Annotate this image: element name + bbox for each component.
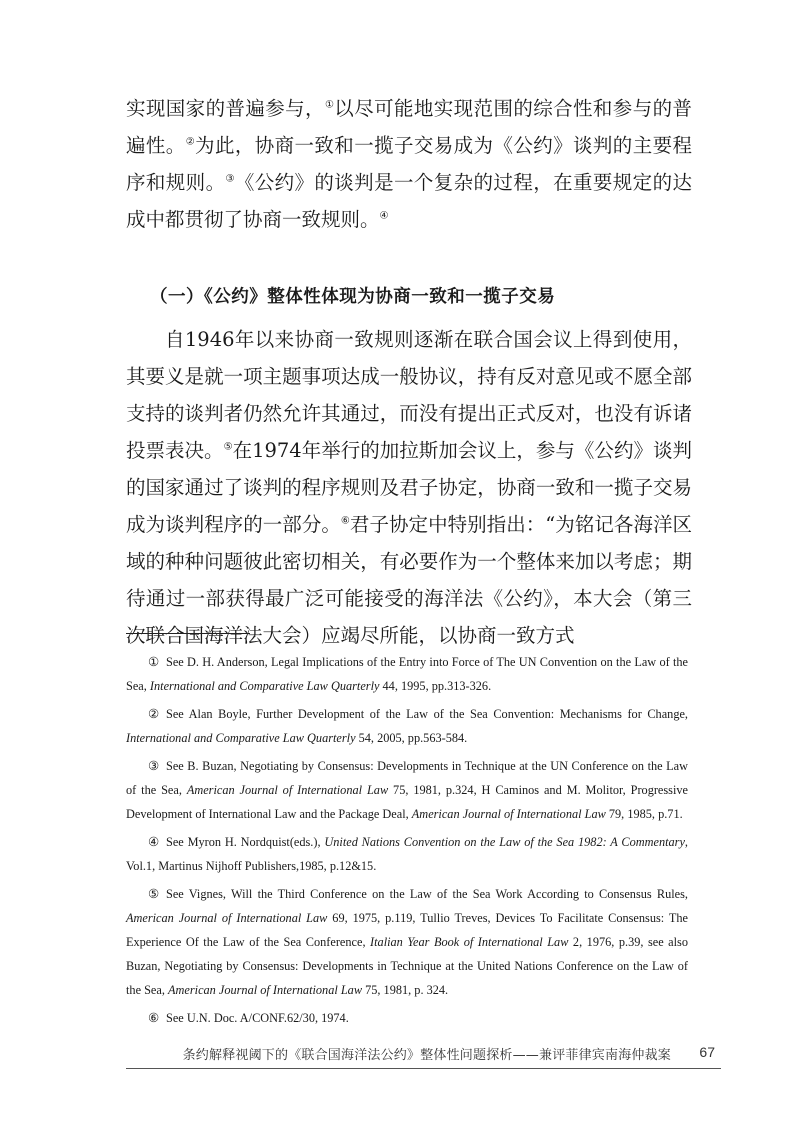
publication-title: American Journal of International Law [168, 983, 363, 997]
footnote-mark: ① [148, 655, 160, 669]
citation-text: 79, 1985, p.71. [605, 807, 683, 821]
footnote-text [126, 835, 688, 873]
citation-text: 75, 1981, p. 324. [362, 983, 449, 997]
publication-title: American Journal of International Law [411, 807, 606, 821]
citation-text: See D. H. Anderson, Legal Implications of the Entry into Force of The UN Convention on the Law of the Sea, [126, 655, 688, 693]
citation-text: 75, 1981, p.324, H Caminos and M. Molitor, Progressive Development of International Law and the Package Deal, [126, 783, 688, 821]
body-text: 以尽可能地实现范围的综合性和参与的普遍性。 [126, 97, 692, 157]
publication-title: American Journal of International Law [126, 911, 328, 925]
body-paragraph-1 [126, 90, 692, 238]
footnote-ref: ④ [379, 210, 389, 222]
footnote-text [126, 887, 688, 997]
footnote-mark: ③ [148, 759, 160, 773]
footnote-mark: ④ [148, 835, 160, 849]
citation-text: See B. Buzan, Negotiating by Consensus: Developments in Technique at the UN Conference on the Law of the Sea, [126, 759, 688, 797]
citation-text: See Myron H. Nordquist(eds.), [166, 835, 325, 849]
footnote-ref: ⑤ [223, 441, 233, 453]
publication-title: Italian Year Book of International Law [370, 935, 569, 949]
footnote-ref: ① [324, 99, 335, 111]
citation-text: See Vignes, Will the Third Conference on the Law of the Sea Work According to Consensus Rules, [166, 887, 688, 901]
citation-text: 54, 2005, pp.563-584. [355, 731, 468, 745]
citation-text: 69, 1975, p.119, Tullio Treves, Devices To Facilitate Consensus: The Experience Of the Law of the Sea Conference, [126, 911, 688, 949]
body-paragraph-2 [126, 321, 692, 654]
footnote-ref: ⑥ [340, 515, 350, 527]
body-text: 实现国家的普遍参与， [126, 97, 325, 120]
publication-title: International and Comparative Law Quarterly [126, 731, 356, 745]
body-text: 为此，协商一致和一揽子交易成为《公约》谈判的主要程序和规则。 [126, 134, 692, 194]
running-title: 条约解释视阈下的《联合国海洋法公约》整体性问题探析——兼评菲律宾南海仲裁案 [182, 1048, 671, 1063]
footnote-text [126, 655, 688, 693]
footnote-text [166, 1011, 349, 1025]
footnote-separator [126, 633, 250, 634]
footnote-3 [126, 754, 688, 826]
footnote-1 [126, 650, 688, 698]
footnote-4 [126, 830, 688, 878]
footnote-text [126, 707, 688, 745]
citation-text: 44, 1995, pp.313-326. [379, 679, 492, 693]
citation-text: 2, 1976, p.39, see also Buzan, Negotiating by Consensus: Developments in Technique at the United Nations Conference on the Law of the Sea, [126, 935, 688, 997]
footnote-ref: ② [185, 136, 196, 148]
footnote-mark: ② [148, 707, 160, 721]
footnote-mark: ⑥ [148, 1011, 160, 1025]
body-text: 君子协定中特别指出：“为铭记各海洋区域的种种问题彼此密切相关，有必要作为一个整体来加以考虑；期待通过一部获得最广泛可能接受的海洋法《公约》，本大会（第三次联合国海洋法大会）应竭尽所能，以协商一致方式 [126, 513, 692, 647]
footnote-6 [126, 1006, 688, 1030]
footnote-ref: ③ [225, 173, 235, 185]
citation-text: See Alan Boyle, Further Development of the Law of the Sea Convention: Mechanisms for Change, [166, 707, 688, 721]
section-heading: （一）《公约》整体性体现为协商一致和一揽子交易 [150, 287, 556, 307]
footnote-text [126, 759, 688, 821]
body-text: 《公约》的谈判是一个复杂的过程，在重要规定的达成中都贯彻了协商一致规则。 [126, 171, 692, 231]
publication-title: International and Comparative Law Quarterly [149, 679, 380, 693]
footnote-2 [126, 702, 688, 750]
page-number: 67 [699, 1044, 715, 1060]
publication-title: American Journal of International Law [186, 783, 389, 797]
footnotes [126, 650, 688, 1034]
footer-rule [126, 1068, 721, 1069]
citation-text: See U.N. Doc. A/CONF.62/30, 1974. [166, 1011, 349, 1025]
publication-title: United Nations Convention on the Law of the Sea 1982: A Commentary [324, 835, 685, 849]
footnote-mark: ⑤ [148, 887, 160, 901]
body-text: 在1974年举行的加拉斯加会议上，参与《公约》谈判的国家通过了谈判的程序规则及君子协定，协商一致和一揽子交易成为谈判程序的一部分。 [126, 439, 692, 536]
body-text: 自1946年以来协商一致规则逐渐在联合国会议上得到使用，其要义是就一项主题事项达成一般协议，持有反对意见或不愿全部支持的谈判者仍然允许其通过，而没有提出正式反对，也没有诉诸投票表决。 [126, 328, 692, 462]
citation-text: , Vol.1, Martinus Nijhoff Publishers,1985, p.12&15. [126, 835, 688, 873]
footnote-5 [126, 882, 688, 1002]
